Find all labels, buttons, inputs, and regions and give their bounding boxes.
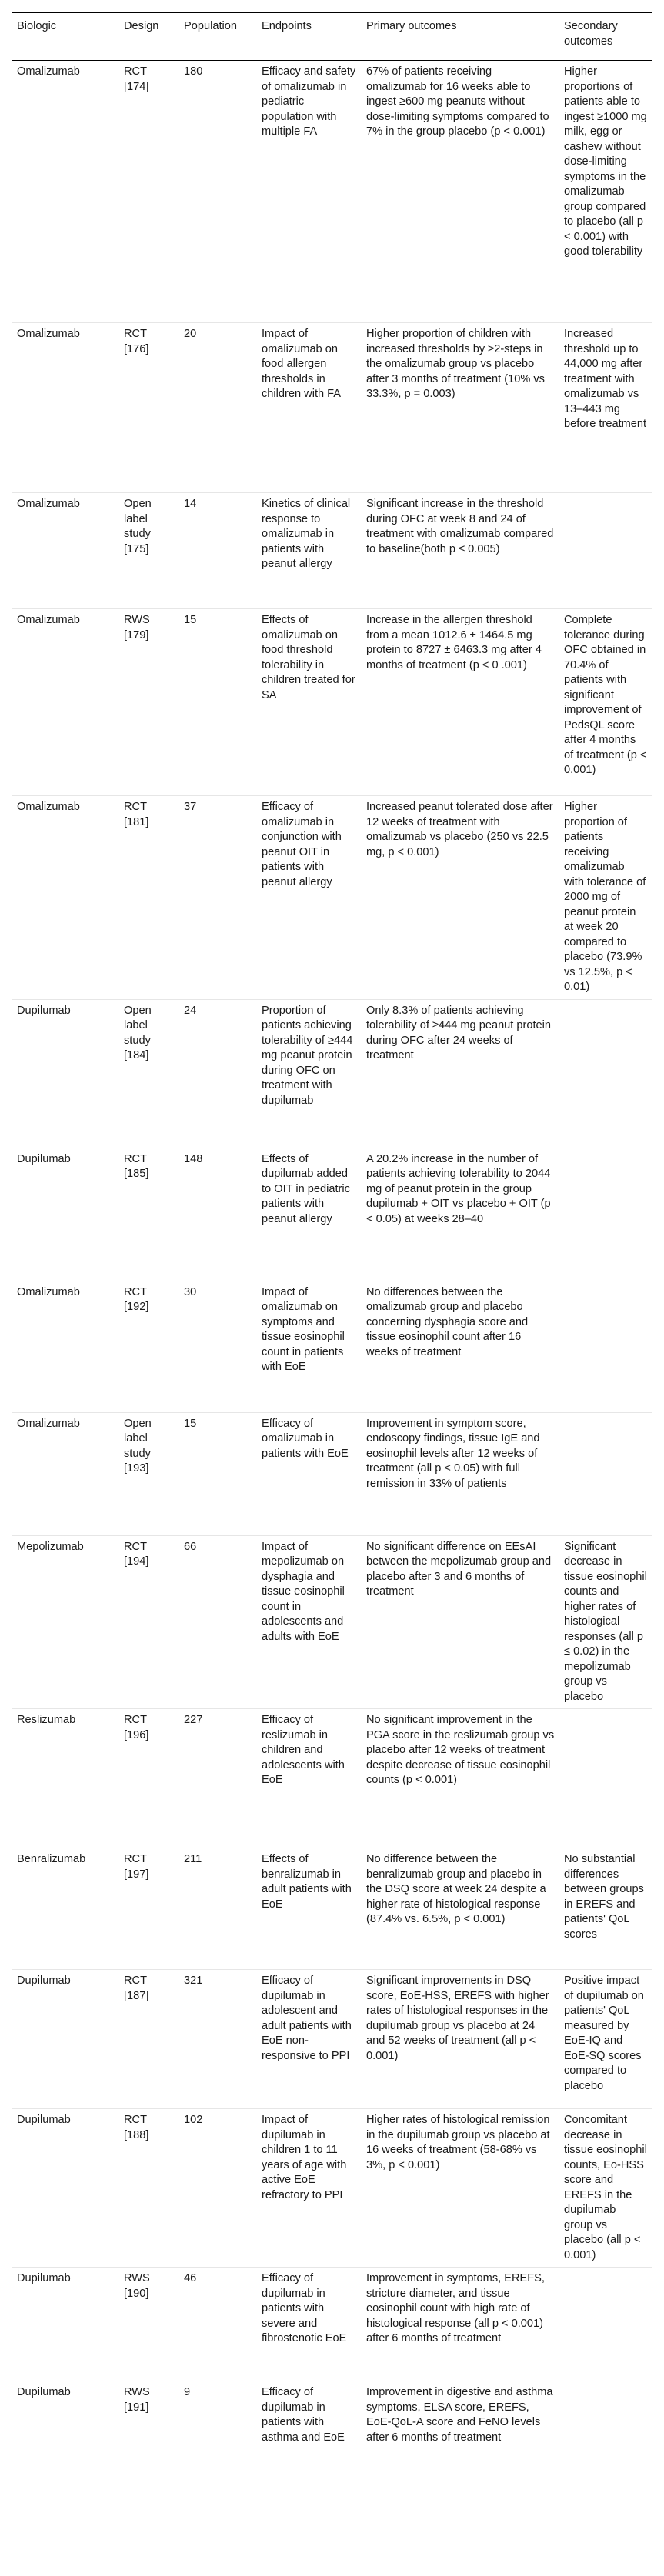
cell-primary — [362, 1281, 559, 1412]
cell-endpoints-text: Impact of omalizumab on symptoms and tissue eosinophil count in patients with EoE — [262, 1285, 345, 1373]
cell-secondary-text: Complete tolerance during OFC obtained in 70.4% of patients with significant improvement of PedsQL score after 4 months of treatment (p < 0.001) — [564, 614, 647, 776]
cell-primary-text: Significant increase in the threshold during OFC at week 8 and 24 of treatment with omalizumab compared to baseline(both p ≤ 0.005) — [366, 498, 554, 555]
cell-population-text: 37 — [184, 801, 197, 813]
cell-design-text: RCT [196] — [124, 1714, 149, 1741]
cell-primary-text: Improvement in symptoms, EREFS, stricture diameter, and tissue eosinophil count with high rate of histological response (all p < 0.001) after 6 months of treatment — [366, 2272, 545, 2344]
cell-biologic-text: Omalizumab — [17, 328, 80, 340]
cell-secondary-text: Higher proportions of patients able to ingest ≥1000 mg milk, egg or cashew without dose-limiting symptoms in the omalizumab group compared to placebo (all p < 0.001) with good tolerability — [564, 65, 647, 258]
table-header-row — [12, 13, 652, 61]
cell-biologic — [12, 609, 119, 796]
cell-primary-text: No significant improvement in the PGA score in the reslizumab group vs placebo after 12 weeks of treatment despite decrease of tissue eosinophil counts (p < 0.001) — [366, 1714, 555, 1786]
cell-biologic-text: Omalizumab — [17, 498, 80, 510]
cell-endpoints-text: Impact of omalizumab on food allergen thresholds in children with FA — [262, 328, 342, 400]
cell-primary — [362, 1412, 559, 1535]
cell-design-text: Open label study [193] — [124, 1417, 152, 1475]
cell-design-text: RCT [197] — [124, 1853, 149, 1881]
table-row — [12, 796, 652, 1000]
cell-primary — [362, 796, 559, 1000]
cell-design — [119, 1535, 179, 1709]
cell-primary-text: Improvement in digestive and asthma symptoms, ELSA score, EREFS, EoE-QoL-A score and FeNO levels after 6 months of treatment — [366, 2386, 553, 2444]
cell-population-text: 102 — [184, 2114, 203, 2126]
header-population: Population — [179, 13, 257, 61]
cell-population-text: 30 — [184, 1285, 197, 1298]
table-row — [12, 1535, 652, 1709]
cell-biologic-text: Omalizumab — [17, 1417, 80, 1430]
cell-biologic-text: Omalizumab — [17, 65, 80, 78]
cell-secondary — [559, 323, 652, 493]
cell-primary-text: A 20.2% increase in the number of patients achieving tolerability to 2044 mg of peanut protein in the group dupilumab + OIT vs placebo + OIT (p < 0.05) at weeks 28–40 — [366, 1152, 551, 1225]
cell-primary — [362, 999, 559, 1148]
cell-biologic-text: Omalizumab — [17, 801, 80, 813]
cell-primary — [362, 323, 559, 493]
cell-biologic-text: Dupilumab — [17, 1004, 71, 1017]
cell-endpoints-text: Efficacy of reslizumab in children and adolescents with EoE — [262, 1714, 345, 1786]
table-row — [12, 1148, 652, 1281]
cell-design — [119, 1281, 179, 1412]
cell-primary-text: No differences between the omalizumab group and placebo concerning dysphagia score and tissue eosinophil count after 16 weeks of treatment — [366, 1285, 529, 1358]
cell-endpoints-text: Efficacy of omalizumab in patients with EoE — [262, 1417, 349, 1460]
cell-endpoints — [257, 1412, 362, 1535]
cell-design — [119, 609, 179, 796]
cell-population — [179, 1535, 257, 1709]
cell-endpoints — [257, 999, 362, 1148]
cell-endpoints-text: Effects of benralizumab in adult patients with EoE — [262, 1853, 352, 1911]
cell-population-text: 9 — [184, 2386, 191, 2398]
cell-endpoints — [257, 1970, 362, 2109]
cell-biologic-text: Dupilumab — [17, 1152, 71, 1165]
cell-secondary — [559, 61, 652, 323]
cell-population — [179, 1848, 257, 1970]
cell-biologic — [12, 61, 119, 323]
cell-population — [179, 1148, 257, 1281]
cell-endpoints-text: Effects of dupilumab added to OIT in pediatric patients with peanut allergy — [262, 1152, 350, 1225]
cell-design — [119, 2268, 179, 2381]
cell-population-text: 66 — [184, 1540, 197, 1553]
cell-secondary — [559, 493, 652, 609]
cell-biologic-text: Dupilumab — [17, 1974, 71, 1987]
cell-population-text: 321 — [184, 1974, 203, 1987]
cell-endpoints-text: Efficacy of dupilumab in adolescent and adult patients with EoE non-responsive to PPI — [262, 1974, 352, 2062]
cell-secondary — [559, 999, 652, 1148]
cell-design — [119, 1709, 179, 1848]
cell-primary-text: No difference between the benralizumab group and placebo in the DSQ score at week 24 despite a higher rate of histological response (87.4% vs. 6.5%, p < 0.001) — [366, 1853, 546, 1925]
cell-population-text: 46 — [184, 2272, 197, 2284]
cell-primary — [362, 1709, 559, 1848]
cell-primary — [362, 1535, 559, 1709]
cell-endpoints — [257, 1148, 362, 1281]
cell-primary — [362, 2109, 559, 2268]
cell-design-text: RWS [179] — [124, 614, 150, 642]
table-row — [12, 323, 652, 493]
cell-design — [119, 323, 179, 493]
cell-biologic — [12, 1709, 119, 1848]
cell-population — [179, 61, 257, 323]
cell-population-text: 15 — [184, 1417, 197, 1430]
cell-population-text: 24 — [184, 1004, 197, 1017]
cell-design-text: RCT [181] — [124, 801, 149, 828]
cell-design-text: RWS [190] — [124, 2272, 150, 2300]
cell-population-text: 180 — [184, 65, 203, 78]
cell-primary — [362, 609, 559, 796]
cell-biologic — [12, 1848, 119, 1970]
cell-design — [119, 1412, 179, 1535]
cell-primary-text: Higher rates of histological remission in the dupilumab group vs placebo at 16 weeks of treatment (58-68% vs 3%, p < 0.001) — [366, 2114, 550, 2171]
cell-population — [179, 2109, 257, 2268]
table-row — [12, 1848, 652, 1970]
cell-biologic — [12, 1148, 119, 1281]
cell-endpoints — [257, 796, 362, 1000]
cell-endpoints-text: Impact of dupilumab in children 1 to 11 years of age with active EoE refractory to PPI — [262, 2114, 347, 2201]
cell-endpoints-text: Proportion of patients achieving tolerability of ≥444 mg peanut protein during OFC on treatment with dupilumab — [262, 1004, 353, 1107]
table-row — [12, 61, 652, 323]
cell-design-text: RWS [191] — [124, 2386, 150, 2414]
cell-design — [119, 1848, 179, 1970]
header-primary-outcomes: Primary outcomes — [362, 13, 559, 61]
cell-population-text: 211 — [184, 1853, 202, 1865]
cell-population — [179, 493, 257, 609]
cell-design-text: RCT [188] — [124, 2114, 149, 2141]
cell-design — [119, 1148, 179, 1281]
biologics-table — [12, 12, 652, 2481]
cell-population — [179, 1412, 257, 1535]
cell-primary — [362, 2381, 559, 2481]
cell-population — [179, 1970, 257, 2109]
cell-primary-text: Only 8.3% of patients achieving tolerability of ≥444 mg peanut protein during OFC after 24 weeks of treatment — [366, 1004, 552, 1061]
cell-endpoints — [257, 493, 362, 609]
cell-population — [179, 796, 257, 1000]
cell-biologic — [12, 796, 119, 1000]
cell-primary — [362, 493, 559, 609]
cell-secondary — [559, 2109, 652, 2268]
cell-design-text: Open label study [184] — [124, 1004, 152, 1061]
cell-primary — [362, 1148, 559, 1281]
cell-design — [119, 493, 179, 609]
cell-design — [119, 999, 179, 1148]
cell-population-text: 15 — [184, 614, 197, 626]
table-row — [12, 2109, 652, 2268]
cell-secondary — [559, 1848, 652, 1970]
table-row — [12, 999, 652, 1148]
cell-primary — [362, 2268, 559, 2381]
cell-biologic — [12, 1412, 119, 1535]
cell-biologic-text: Dupilumab — [17, 2386, 71, 2398]
cell-population — [179, 323, 257, 493]
cell-endpoints — [257, 1709, 362, 1848]
cell-design-text: RCT [187] — [124, 1974, 149, 2002]
cell-population-text: 20 — [184, 328, 197, 340]
cell-secondary-text: Higher proportion of patients receiving omalizumab with tolerance of 2000 mg of peanut protein at week 20 compared to placebo (73.9% vs 12.5%, p < 0.01) — [564, 801, 646, 993]
cell-endpoints — [257, 1535, 362, 1709]
cell-biologic-text: Omalizumab — [17, 614, 80, 626]
cell-endpoints — [257, 2381, 362, 2481]
cell-population-text: 148 — [184, 1152, 203, 1165]
cell-secondary — [559, 1148, 652, 1281]
cell-primary-text: Increase in the allergen threshold from a mean 1012.6 ± 1464.5 mg protein to 8727 ± 6463.3 mg after 4 months of treatment (p < 0 .001) — [366, 614, 542, 671]
cell-design — [119, 796, 179, 1000]
cell-secondary-text: No substantial differences between groups in EREFS and patients' QoL scores — [564, 1853, 644, 1941]
cell-biologic-text: Mepolizumab — [17, 1540, 84, 1553]
cell-endpoints — [257, 61, 362, 323]
cell-primary-text: Significant improvements in DSQ score, EoE-HSS, EREFS with higher rates of histological responses in the dupilumab group vs placebo at 24 and 52 weeks of treatment (all p < 0.001) — [366, 1974, 549, 2062]
cell-secondary — [559, 796, 652, 1000]
cell-biologic-text: Dupilumab — [17, 2114, 71, 2126]
cell-endpoints — [257, 1848, 362, 1970]
cell-endpoints — [257, 323, 362, 493]
cell-design-text: RCT [174] — [124, 65, 149, 93]
cell-primary-text: 67% of patients receiving omalizumab for 16 weeks able to ingest ≥600 mg peanuts without dose-limiting symptoms compared to 7% in the group placebo (p < 0.001) — [366, 65, 549, 138]
cell-endpoints-text: Efficacy of dupilumab in patients with severe and fibrostenotic EoE — [262, 2272, 347, 2344]
cell-biologic — [12, 1970, 119, 2109]
cell-biologic — [12, 999, 119, 1148]
cell-primary-text: Increased peanut tolerated dose after 12 weeks of treatment with omalizumab vs placebo (250 vs 22.5 mg, p < 0.001) — [366, 801, 553, 858]
cell-primary-text: Higher proportion of children with increased thresholds by ≥2-steps in the omalizumab group vs placebo after 3 months of treatment (10% vs 33.3%, p = 0.003) — [366, 328, 545, 400]
cell-biologic — [12, 2109, 119, 2268]
table-row — [12, 1709, 652, 1848]
cell-biologic — [12, 323, 119, 493]
cell-secondary — [559, 1535, 652, 1709]
cell-secondary — [559, 1281, 652, 1412]
cell-population — [179, 2381, 257, 2481]
cell-secondary-text: Increased threshold up to 44,000 mg after treatment with omalizumab vs 13–443 mg before treatment — [564, 328, 647, 430]
cell-endpoints — [257, 1281, 362, 1412]
cell-design — [119, 2109, 179, 2268]
cell-biologic-text: Dupilumab — [17, 2272, 71, 2284]
cell-secondary — [559, 609, 652, 796]
table-row — [12, 1970, 652, 2109]
cell-primary-text: No significant difference on EEsAI between the mepolizumab group and placebo after 3 and 6 months of treatment — [366, 1540, 552, 1598]
table-row — [12, 1281, 652, 1412]
cell-endpoints-text: Kinetics of clinical response to omalizumab in patients with peanut allergy — [262, 498, 351, 570]
table-row — [12, 2381, 652, 2481]
cell-design — [119, 2381, 179, 2481]
cell-biologic-text: Reslizumab — [17, 1714, 76, 1726]
cell-primary — [362, 61, 559, 323]
cell-primary — [362, 1970, 559, 2109]
cell-endpoints — [257, 2109, 362, 2268]
header-secondary-outcomes: Secondary outcomes — [559, 13, 652, 61]
cell-secondary — [559, 1412, 652, 1535]
cell-primary — [362, 1848, 559, 1970]
cell-biologic — [12, 2381, 119, 2481]
table-row — [12, 2268, 652, 2381]
cell-secondary — [559, 2268, 652, 2381]
cell-secondary-text: Concomitant decrease in tissue eosinophil counts, Eo-HSS score and EREFS in the dupilumab group vs placebo (all p < 0.001) — [564, 2114, 647, 2261]
cell-secondary-text: Significant decrease in tissue eosinophil counts and higher rates of histological responses (all p ≤ 0.02) in the mepolizumab group vs placebo — [564, 1540, 647, 1703]
cell-design-text: RCT [185] — [124, 1152, 149, 1180]
cell-population — [179, 2268, 257, 2381]
cell-design-text: RCT [194] — [124, 1540, 149, 1568]
cell-endpoints-text: Impact of mepolizumab on dysphagia and tissue eosinophil count in adolescents and adults with EoE — [262, 1540, 345, 1643]
header-endpoints: Endpoints — [257, 13, 362, 61]
cell-biologic — [12, 1535, 119, 1709]
cell-design-text: Open label study [175] — [124, 498, 152, 555]
cell-secondary-text: Positive impact of dupilumab on patients' QoL measured by EoE-IQ and EoE-SQ scores compared to placebo — [564, 1974, 644, 2092]
cell-biologic-text: Omalizumab — [17, 1285, 80, 1298]
cell-endpoints-text: Efficacy of dupilumab in patients with asthma and EoE — [262, 2386, 345, 2444]
cell-design — [119, 1970, 179, 2109]
cell-population — [179, 1709, 257, 1848]
header-biologic: Biologic — [12, 13, 119, 61]
cell-endpoints-text: Efficacy and safety of omalizumab in pediatric population with multiple FA — [262, 65, 356, 138]
cell-secondary — [559, 1970, 652, 2109]
cell-primary-text: Improvement in symptom score, endoscopy findings, tissue IgE and eosinophil levels after 12 weeks of treatment (all p < 0.05) with full remission in 33% of patients — [366, 1417, 540, 1490]
table-row — [12, 493, 652, 609]
cell-secondary — [559, 2381, 652, 2481]
cell-design-text: RCT [192] — [124, 1285, 149, 1313]
cell-population-text: 227 — [184, 1714, 203, 1726]
cell-design — [119, 61, 179, 323]
header-design: Design — [119, 13, 179, 61]
cell-secondary — [559, 1709, 652, 1848]
cell-biologic-text: Benralizumab — [17, 1853, 86, 1865]
table-row — [12, 609, 652, 796]
cell-endpoints — [257, 2268, 362, 2381]
cell-endpoints — [257, 609, 362, 796]
cell-population — [179, 1281, 257, 1412]
cell-design-text: RCT [176] — [124, 328, 149, 355]
cell-population-text: 14 — [184, 498, 197, 510]
cell-biologic — [12, 493, 119, 609]
cell-biologic — [12, 2268, 119, 2381]
cell-population — [179, 609, 257, 796]
cell-endpoints-text: Effects of omalizumab on food threshold tolerability in children treated for SA — [262, 614, 355, 701]
cell-endpoints-text: Efficacy of omalizumab in conjunction with peanut OIT in patients with peanut allergy — [262, 801, 342, 888]
table-row — [12, 1412, 652, 1535]
cell-population — [179, 999, 257, 1148]
cell-biologic — [12, 1281, 119, 1412]
